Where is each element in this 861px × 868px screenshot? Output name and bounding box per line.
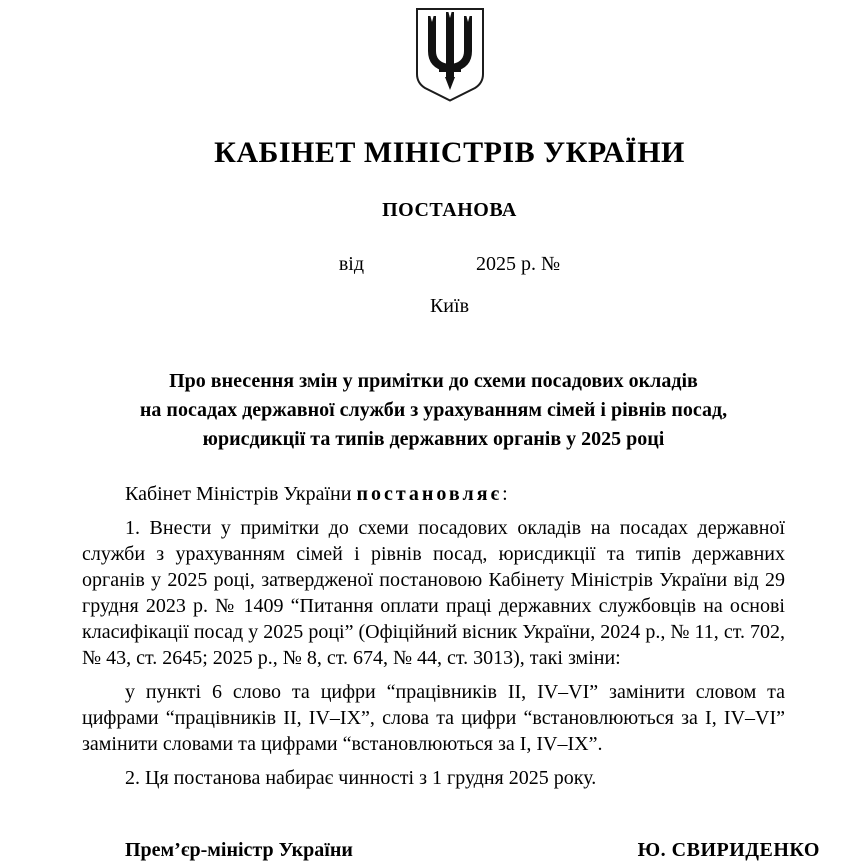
subject-title-line: Про внесення змін у примітки до схеми посадових окладів (169, 370, 698, 392)
amendment-clause: у пункті 6 слово та цифри “працівників II, IV–VI” замінити словом та цифрами “працівників II, IV–IX”, слова та цифри “встановлюються за I, IV–VI” замінити словами та цифрами “встановлюються за I, IV–IX”. (82, 681, 785, 755)
resolution-clause-1: 1. Внести у примітки до схеми посадових окладів на посадах державної служби з урахуванням сімей і рівнів посад, юрисдикції та типів державних органів у 2025 році, затвердженої постановою Кабінету Міністрів України від 29 грудня 2023 р. № 1409 “Питання оплати праці державних службовців на основі класифікації посад у 2025 році” (Офіційний вісник України, 2024 р., № 11, ст. 702, № 43, ст. 2645; 2025 р., № 8, ст. 674, № 44, ст. 3013), такі зміни: (82, 517, 785, 669)
document-header (82, 6, 785, 318)
subject-title-line: на посадах державної служби з урахуванням сімей і рівнів посад, (139, 399, 728, 421)
city-label: Київ (429, 295, 470, 317)
subject-title (82, 367, 785, 454)
date-from-label: від (338, 253, 365, 275)
date-number-value: 2025 р. № (476, 253, 561, 275)
coat-of-arms-tryzub-icon (412, 6, 488, 103)
signatory-name: Ю. СВИРИДЕНКО (637, 839, 820, 861)
preamble-paragraph (82, 481, 785, 507)
signature-row (82, 839, 820, 862)
signatory-position: Прем’єр-міністр України (125, 839, 353, 861)
org-name: КАБІНЕТ МІНІСТРІВ УКРАЇНИ (214, 136, 685, 169)
subject-title-line: юрисдикції та типів державних органів у 2025 році (202, 428, 665, 450)
preamble-prefix: Кабінет Міністрів України (125, 483, 357, 505)
preamble-emphasis: постановляє (356, 483, 503, 505)
resolution-clause-2: 2. Ця постанова набирає чинності з 1 грудня 2025 року. (125, 767, 597, 789)
date-line (114, 253, 785, 276)
preamble-suffix: : (502, 483, 508, 505)
doc-type-title: ПОСТАНОВА (382, 199, 517, 221)
